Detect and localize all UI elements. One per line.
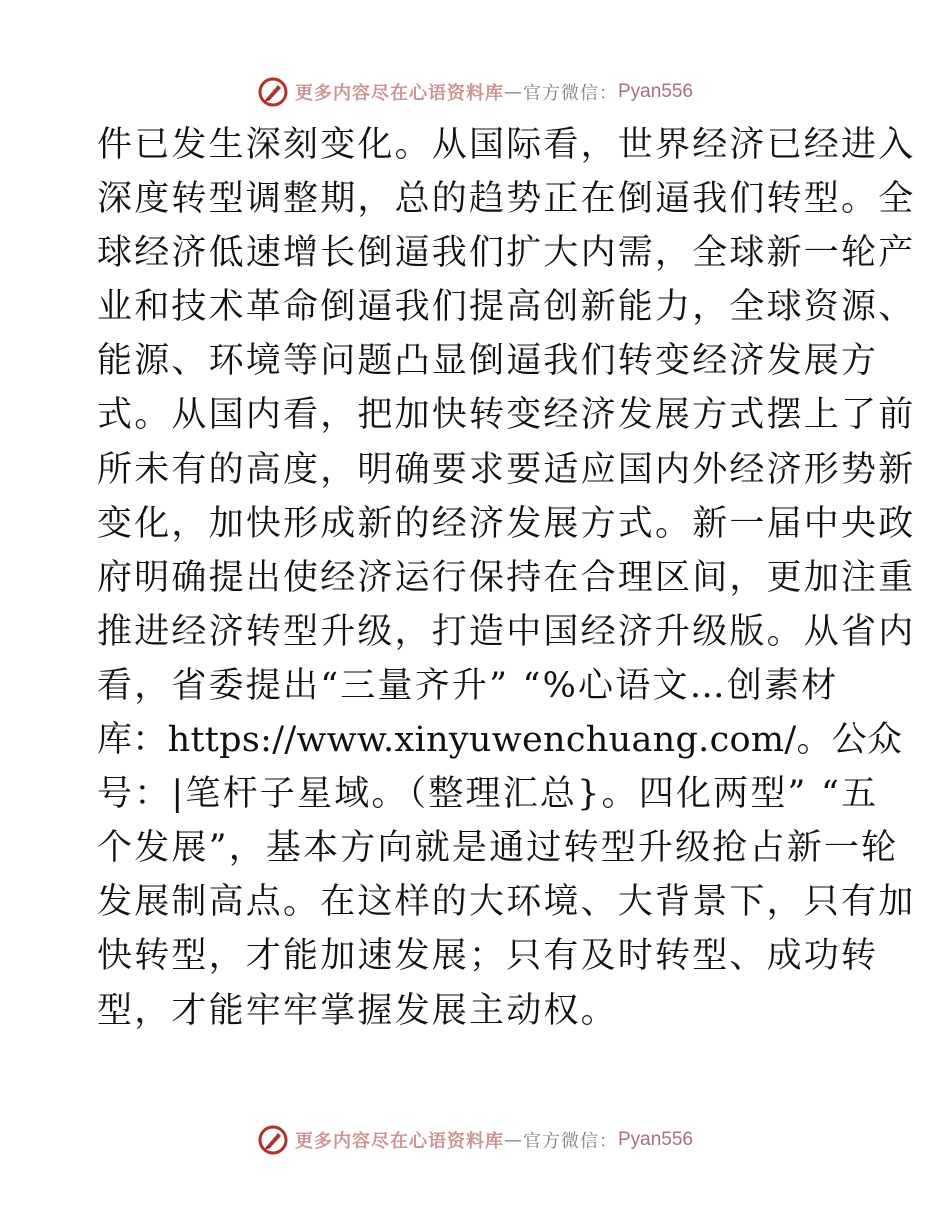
wechat-label: 官方微信： [522,1131,618,1152]
separator-dash: — [503,81,523,103]
header-banner [0,72,950,112]
text-line: 府明确提出使经济运行保持在合理区间，更加注重 [97,557,916,598]
wechat-label: 官方微信： [522,83,618,104]
pen-logo-icon [257,76,289,108]
body-text [97,118,916,1038]
text-line: 型，才能牢牢掌握发展主动权。 [97,990,618,1031]
text-line: 看，省委提出“三量齐升” “%心语文…创素材 [97,665,839,706]
brand-text: 更多内容尽在心语资料库 [294,83,504,104]
text-line: 球经济低速增长倒逼我们扩大内需，全球新一轮产 [97,233,916,274]
wechat-id: Pyan556 [617,81,693,102]
text-line: 号：|笔杆子星域。（整理汇总}。四化两型” “五 [97,774,879,815]
text-line: 业和技术革命倒逼我们提高创新能力，全球资源、 [97,287,916,328]
text-line: 深度转型调整期，总的趋势正在倒逼我们转型。全 [97,179,916,220]
text-line: 变化，加快形成新的经济发展方式。新一届中央政 [97,503,916,544]
text-line: 个发展”，基本方向就是通过转型升级抢占新一轮 [97,828,899,869]
text-line: 快转型，才能加速发展；只有及时转型、成功转 [97,936,879,977]
text-line-url: 库：https://www.xinyuwenchuang.com/。公众 [97,720,903,761]
text-line: 式。从国内看，把加快转变经济发展方式摆上了前 [97,395,916,436]
text-line: 所未有的高度，明确要求要适应国内外经济形势新 [97,449,916,490]
separator-dash: — [503,1129,523,1151]
wechat-id: Pyan556 [617,1129,693,1150]
text-line: 推进经济转型升级，打造中国经济升级版。从省内 [97,611,916,652]
text-line: 件已发生深刻变化。从国际看，世界经济已经进入 [97,125,916,165]
footer-banner [0,1120,950,1160]
brand-text: 更多内容尽在心语资料库 [294,1131,504,1152]
text-line: 发展制高点。在这样的大环境、大背景下，只有加 [97,882,916,923]
pen-logo-icon [257,1124,289,1156]
text-line: 能源、环境等问题凸显倒逼我们转变经济发展方 [97,341,879,382]
